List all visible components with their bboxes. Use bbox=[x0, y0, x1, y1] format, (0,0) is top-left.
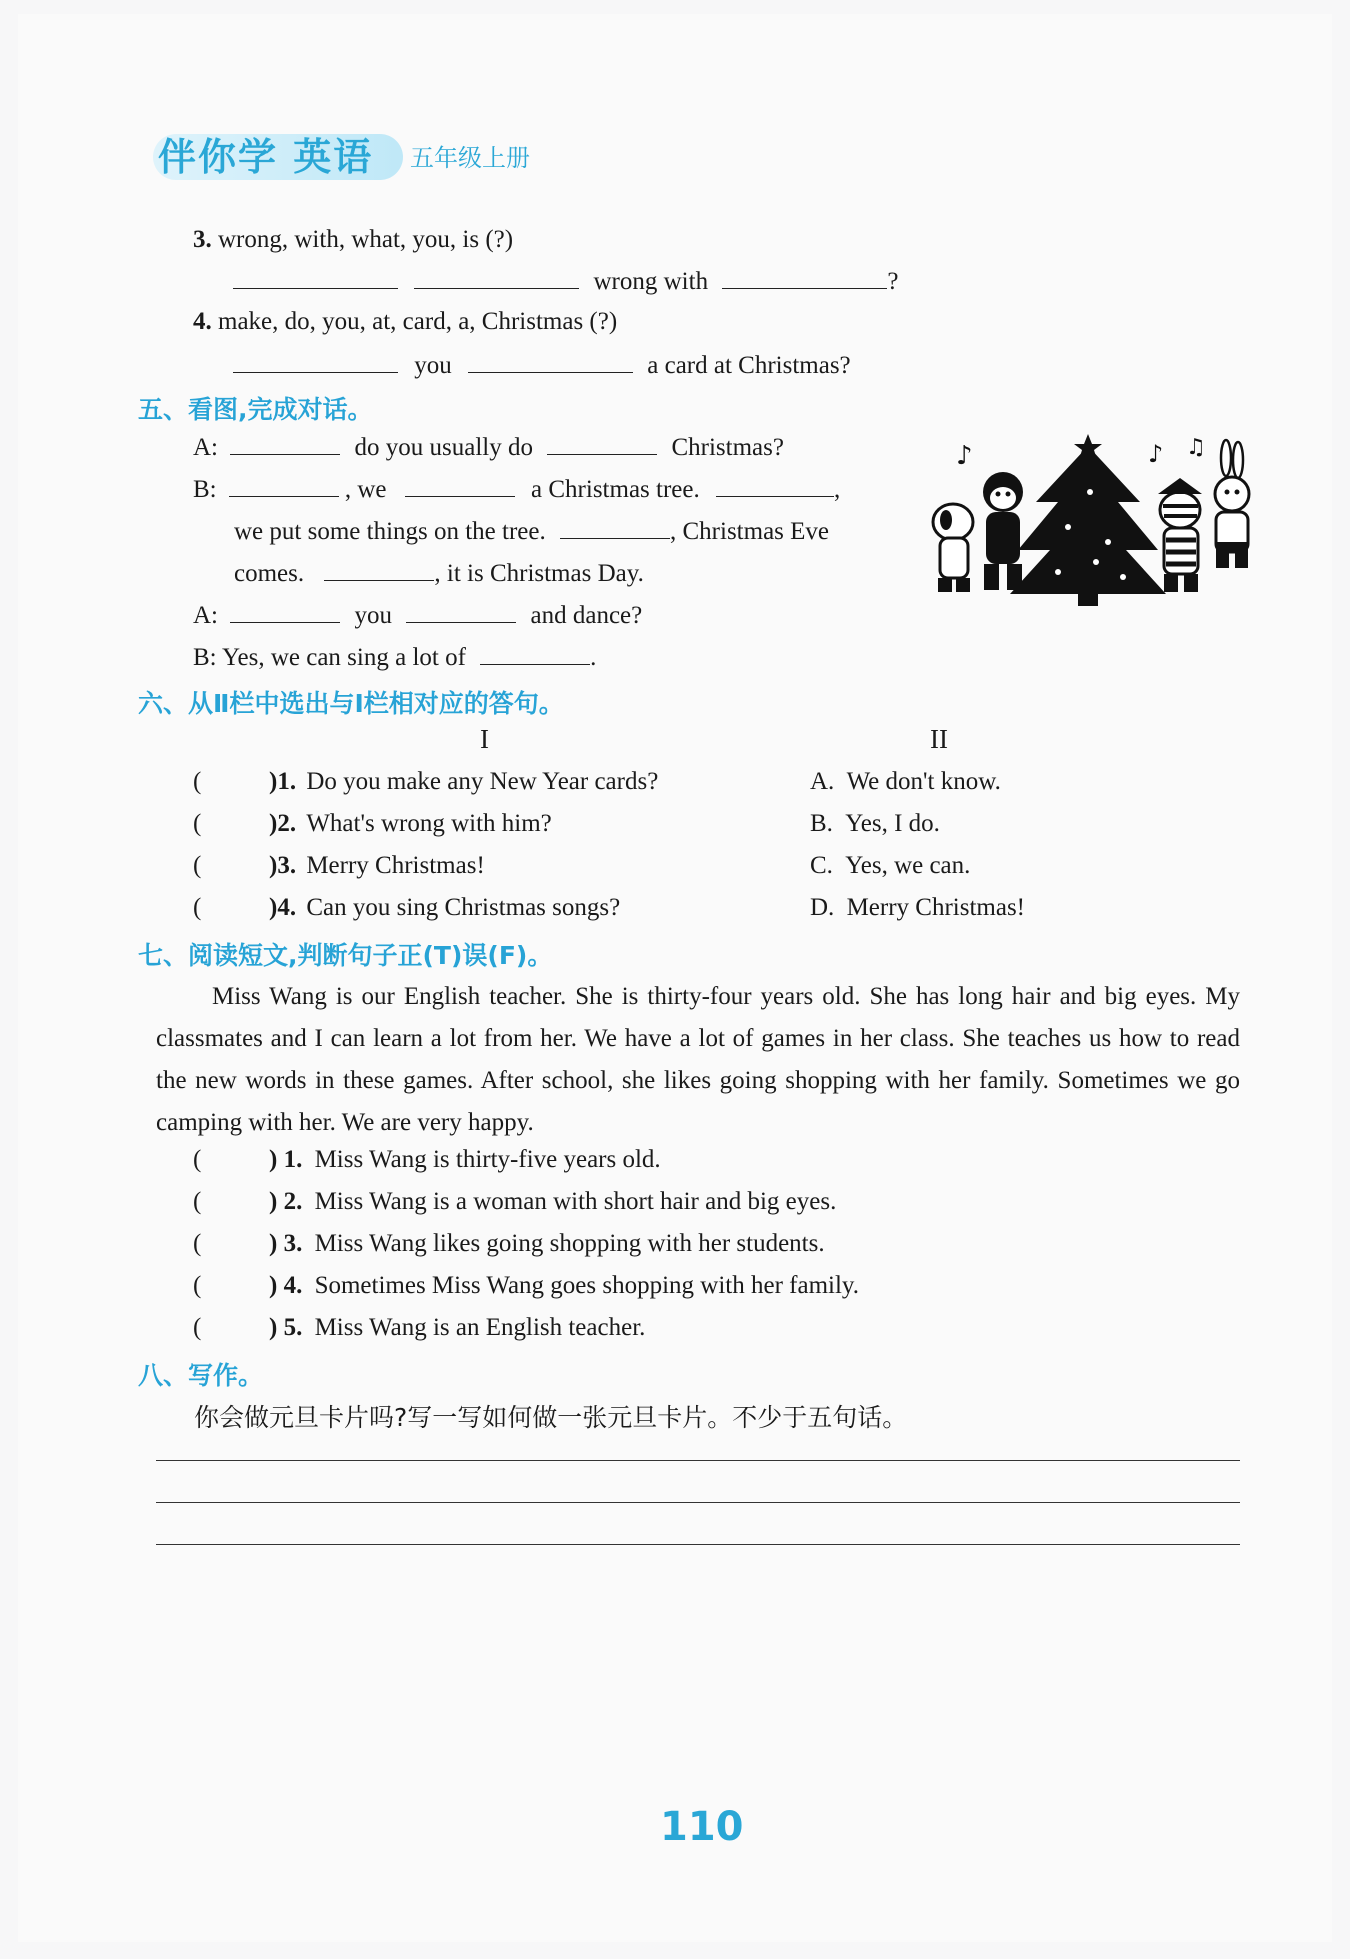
question-3: 3. wrong, with, what, you, is (?) bbox=[193, 226, 514, 253]
question-4: 4. make, do, you, at, card, a, Christmas (?) bbox=[193, 308, 618, 335]
column-1-heading: I bbox=[480, 724, 489, 754]
answer-blank[interactable] bbox=[414, 266, 579, 289]
reading-passage: Miss Wang is our English teacher. She is thirty-four years old. She has long hair and big eyes. My classmates and I can learn a lot from her. We have a lot of games in her class. She teaches us how to read the new words in these games. After school, she likes going shopping with her family. Sometimes we go camping with her. We are very happy. bbox=[156, 983, 1240, 1136]
answer-paren[interactable]: ( bbox=[193, 1314, 202, 1341]
writing-prompt: 你会做元旦卡片吗?写一写如何做一张元旦卡片。不少于五句话。 bbox=[194, 1403, 908, 1432]
judge-item-5: ( ) 5. Miss Wang is an English teacher. bbox=[193, 1314, 646, 1341]
answer-blank[interactable] bbox=[560, 516, 670, 539]
answer-paren[interactable]: ( bbox=[193, 1188, 202, 1215]
dialog-line-5: A: you and dance? bbox=[193, 602, 643, 629]
answer-blank[interactable] bbox=[406, 600, 516, 623]
dialog-line-1: A: do you usually do Christmas? bbox=[193, 434, 784, 461]
page-number: 110 bbox=[660, 1804, 744, 1850]
answer-blank[interactable] bbox=[229, 474, 339, 497]
section-7-title: 七、阅读短文,判断句子正(T)误(F)。 bbox=[138, 941, 553, 970]
answer-blank[interactable] bbox=[547, 432, 657, 455]
match-item-3: ( )3. Merry Christmas! bbox=[193, 852, 485, 879]
judge-item-3: ( ) 3. Miss Wang likes going shopping with her students. bbox=[193, 1230, 825, 1257]
writing-line[interactable] bbox=[156, 1502, 1240, 1503]
match-item-1: ( )1. Do you make any New Year cards? bbox=[193, 768, 659, 795]
music-note-icon: ♪ bbox=[1148, 440, 1164, 468]
answer-blank[interactable] bbox=[233, 266, 398, 289]
section-6-title: 六、从Ⅱ栏中选出与Ⅰ栏相对应的答句。 bbox=[138, 689, 564, 718]
music-note-icon: ♪ bbox=[956, 441, 973, 471]
answer-paren[interactable]: ( bbox=[193, 1146, 202, 1173]
dialog-line-4: comes. , it is Christmas Day. bbox=[234, 560, 644, 587]
writing-line[interactable] bbox=[156, 1544, 1240, 1545]
answer-blank[interactable] bbox=[716, 474, 834, 497]
answer-blank[interactable] bbox=[722, 266, 887, 289]
dialog-line-6: B: Yes, we can sing a lot of . bbox=[193, 644, 597, 671]
judge-item-4: ( ) 4. Sometimes Miss Wang goes shopping with her family. bbox=[193, 1272, 860, 1299]
answer-option-a: A. We don't know. bbox=[810, 768, 1001, 795]
dancing-dog-icon bbox=[933, 504, 973, 592]
answer-paren[interactable]: ( bbox=[193, 894, 202, 921]
dancing-rabbit-icon bbox=[1215, 440, 1249, 568]
dancing-zebra-icon bbox=[1158, 478, 1202, 592]
answer-paren[interactable]: ( bbox=[193, 1230, 202, 1257]
judge-item-1: ( ) 1. Miss Wang is thirty-five years old. bbox=[193, 1146, 661, 1173]
section-5-title: 五、看图,完成对话。 bbox=[138, 395, 373, 424]
grade-label: 五年级上册 bbox=[410, 144, 530, 172]
answer-paren[interactable]: ( bbox=[193, 768, 202, 795]
dialog-line-3: we put some things on the tree. , Christmas Eve bbox=[234, 518, 830, 545]
judge-item-2: ( ) 2. Miss Wang is a woman with short hair and big eyes. bbox=[193, 1188, 837, 1215]
answer-blank[interactable] bbox=[230, 432, 340, 455]
christmas-tree-icon bbox=[1010, 446, 1166, 594]
answer-blank[interactable] bbox=[480, 642, 590, 665]
answer-option-c: C. Yes, we can. bbox=[810, 852, 971, 879]
answer-blank[interactable] bbox=[230, 600, 340, 623]
answer-option-d: D. Merry Christmas! bbox=[810, 894, 1026, 921]
answer-blank[interactable] bbox=[468, 350, 633, 373]
christmas-party-illustration bbox=[918, 432, 1258, 612]
writing-line[interactable] bbox=[156, 1460, 1240, 1461]
match-item-2: ( )2. What's wrong with him? bbox=[193, 810, 552, 837]
answer-option-b: B. Yes, I do. bbox=[810, 810, 940, 837]
answer-blank[interactable] bbox=[405, 474, 515, 497]
workbook-page bbox=[18, 14, 1332, 1942]
match-item-4: ( )4. Can you sing Christmas songs? bbox=[193, 894, 621, 921]
question-4-answer: you a card at Christmas? bbox=[233, 350, 851, 380]
book-title: 伴你学 英语 bbox=[158, 135, 374, 179]
column-2-heading: II bbox=[930, 724, 948, 754]
answer-paren[interactable]: ( bbox=[193, 810, 202, 837]
music-note-icon: ♫ bbox=[1186, 435, 1206, 460]
answer-paren[interactable]: ( bbox=[193, 1272, 202, 1299]
dancing-monkey-icon bbox=[983, 472, 1023, 590]
question-3-answer: wrong with ? bbox=[233, 266, 898, 296]
answer-blank[interactable] bbox=[324, 558, 434, 581]
section-8-title: 八、写作。 bbox=[138, 1361, 264, 1390]
dialog-line-2: B: , we a Christmas tree. , bbox=[193, 476, 841, 503]
answer-paren[interactable]: ( bbox=[193, 852, 202, 879]
answer-blank[interactable] bbox=[233, 350, 398, 373]
